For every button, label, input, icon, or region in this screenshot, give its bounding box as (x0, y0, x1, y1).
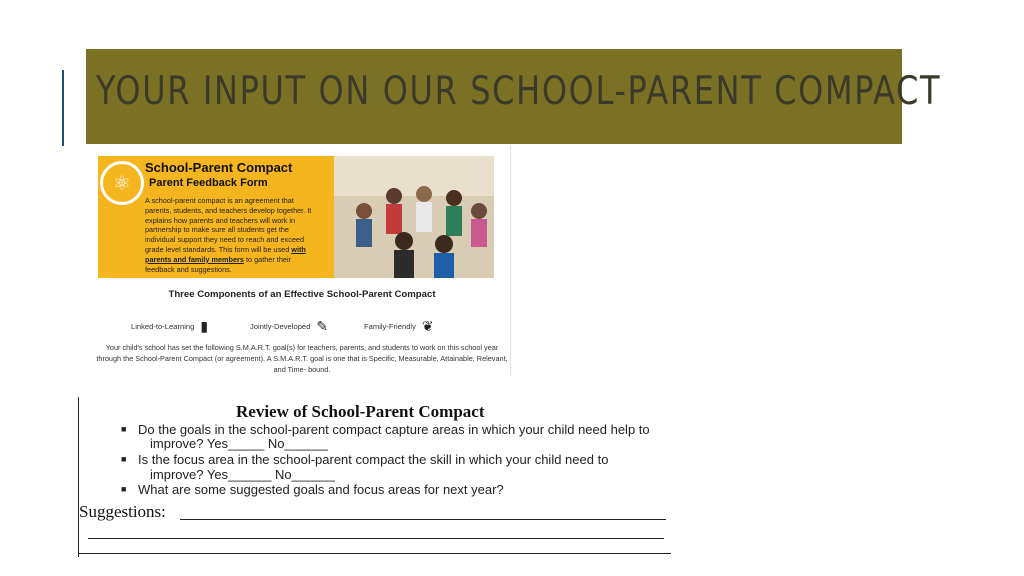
bullet-icon: ■ (121, 484, 127, 494)
feedback-form-image (93, 146, 511, 376)
review-border (78, 397, 79, 557)
question-2-answer: improve? Yes______ No______ (150, 467, 336, 482)
bullet-icon: ■ (121, 454, 127, 464)
image-divider (510, 146, 511, 376)
question-1: ■ Do the goals in the school-parent compact capture areas in which your child need help to (121, 422, 650, 437)
suggestion-line-3 (79, 553, 671, 554)
form-description: A school-parent compact is an agreement that parents, students, and teachers develop together. It explains how parents and teachers will work in partnership to make sure all students get the individual support they need to reach and exceed grade level standards. This form will be used with parents and family members to gather their feedback and suggestions. (145, 196, 312, 274)
question-2: ■ Is the focus area in the school-parent compact the skill in which your child need to (121, 452, 609, 467)
family-link-text: with parents and family members (145, 244, 306, 264)
question-3: ■ What are some suggested goals and focus areas for next year? (121, 482, 504, 497)
suggestions-label: Suggestions: (79, 502, 166, 521)
bullet-icon: ■ (121, 424, 127, 434)
question-1-answer: improve? Yes_____ No______ (150, 436, 328, 451)
review-title: Review of School-Parent Compact (236, 402, 485, 421)
book-icon: ▮ (200, 318, 209, 334)
suggestion-line-2 (88, 538, 664, 539)
review-section (78, 397, 672, 557)
suggestion-line-1 (180, 519, 666, 520)
family-photo (334, 156, 494, 278)
family-icon: ❦ (421, 318, 434, 334)
slide-title: YOUR INPUT ON OUR SCHOOL-PARENT COMPACT (96, 69, 942, 114)
atom-logo-icon: ⚛ (100, 161, 144, 205)
accent-line (62, 70, 64, 146)
pencil-icon: ✎ (316, 318, 329, 334)
component-family: Family-Friendly ❦ (364, 318, 434, 334)
smart-goal-text: Your child's school has set the following S.M.A.R.T. goal(s) for teachers, parents, and students to work on this school year through the School-Parent Compact (or agreement). A S.M.A.R.T. goal is one that is Specific, Measurable, Attainable, Relevant, and Time- bound. (96, 343, 508, 374)
component-linked: Linked-to-Learning ▮ (131, 318, 209, 334)
form-subtitle: Parent Feedback Form (149, 177, 268, 189)
component-jointly: Jointly-Developed ✎ (250, 318, 329, 334)
title-bar (86, 49, 942, 144)
form-title: School-Parent Compact (145, 160, 293, 175)
components-heading: Three Components of an Effective School-Parent Compact (168, 289, 436, 300)
